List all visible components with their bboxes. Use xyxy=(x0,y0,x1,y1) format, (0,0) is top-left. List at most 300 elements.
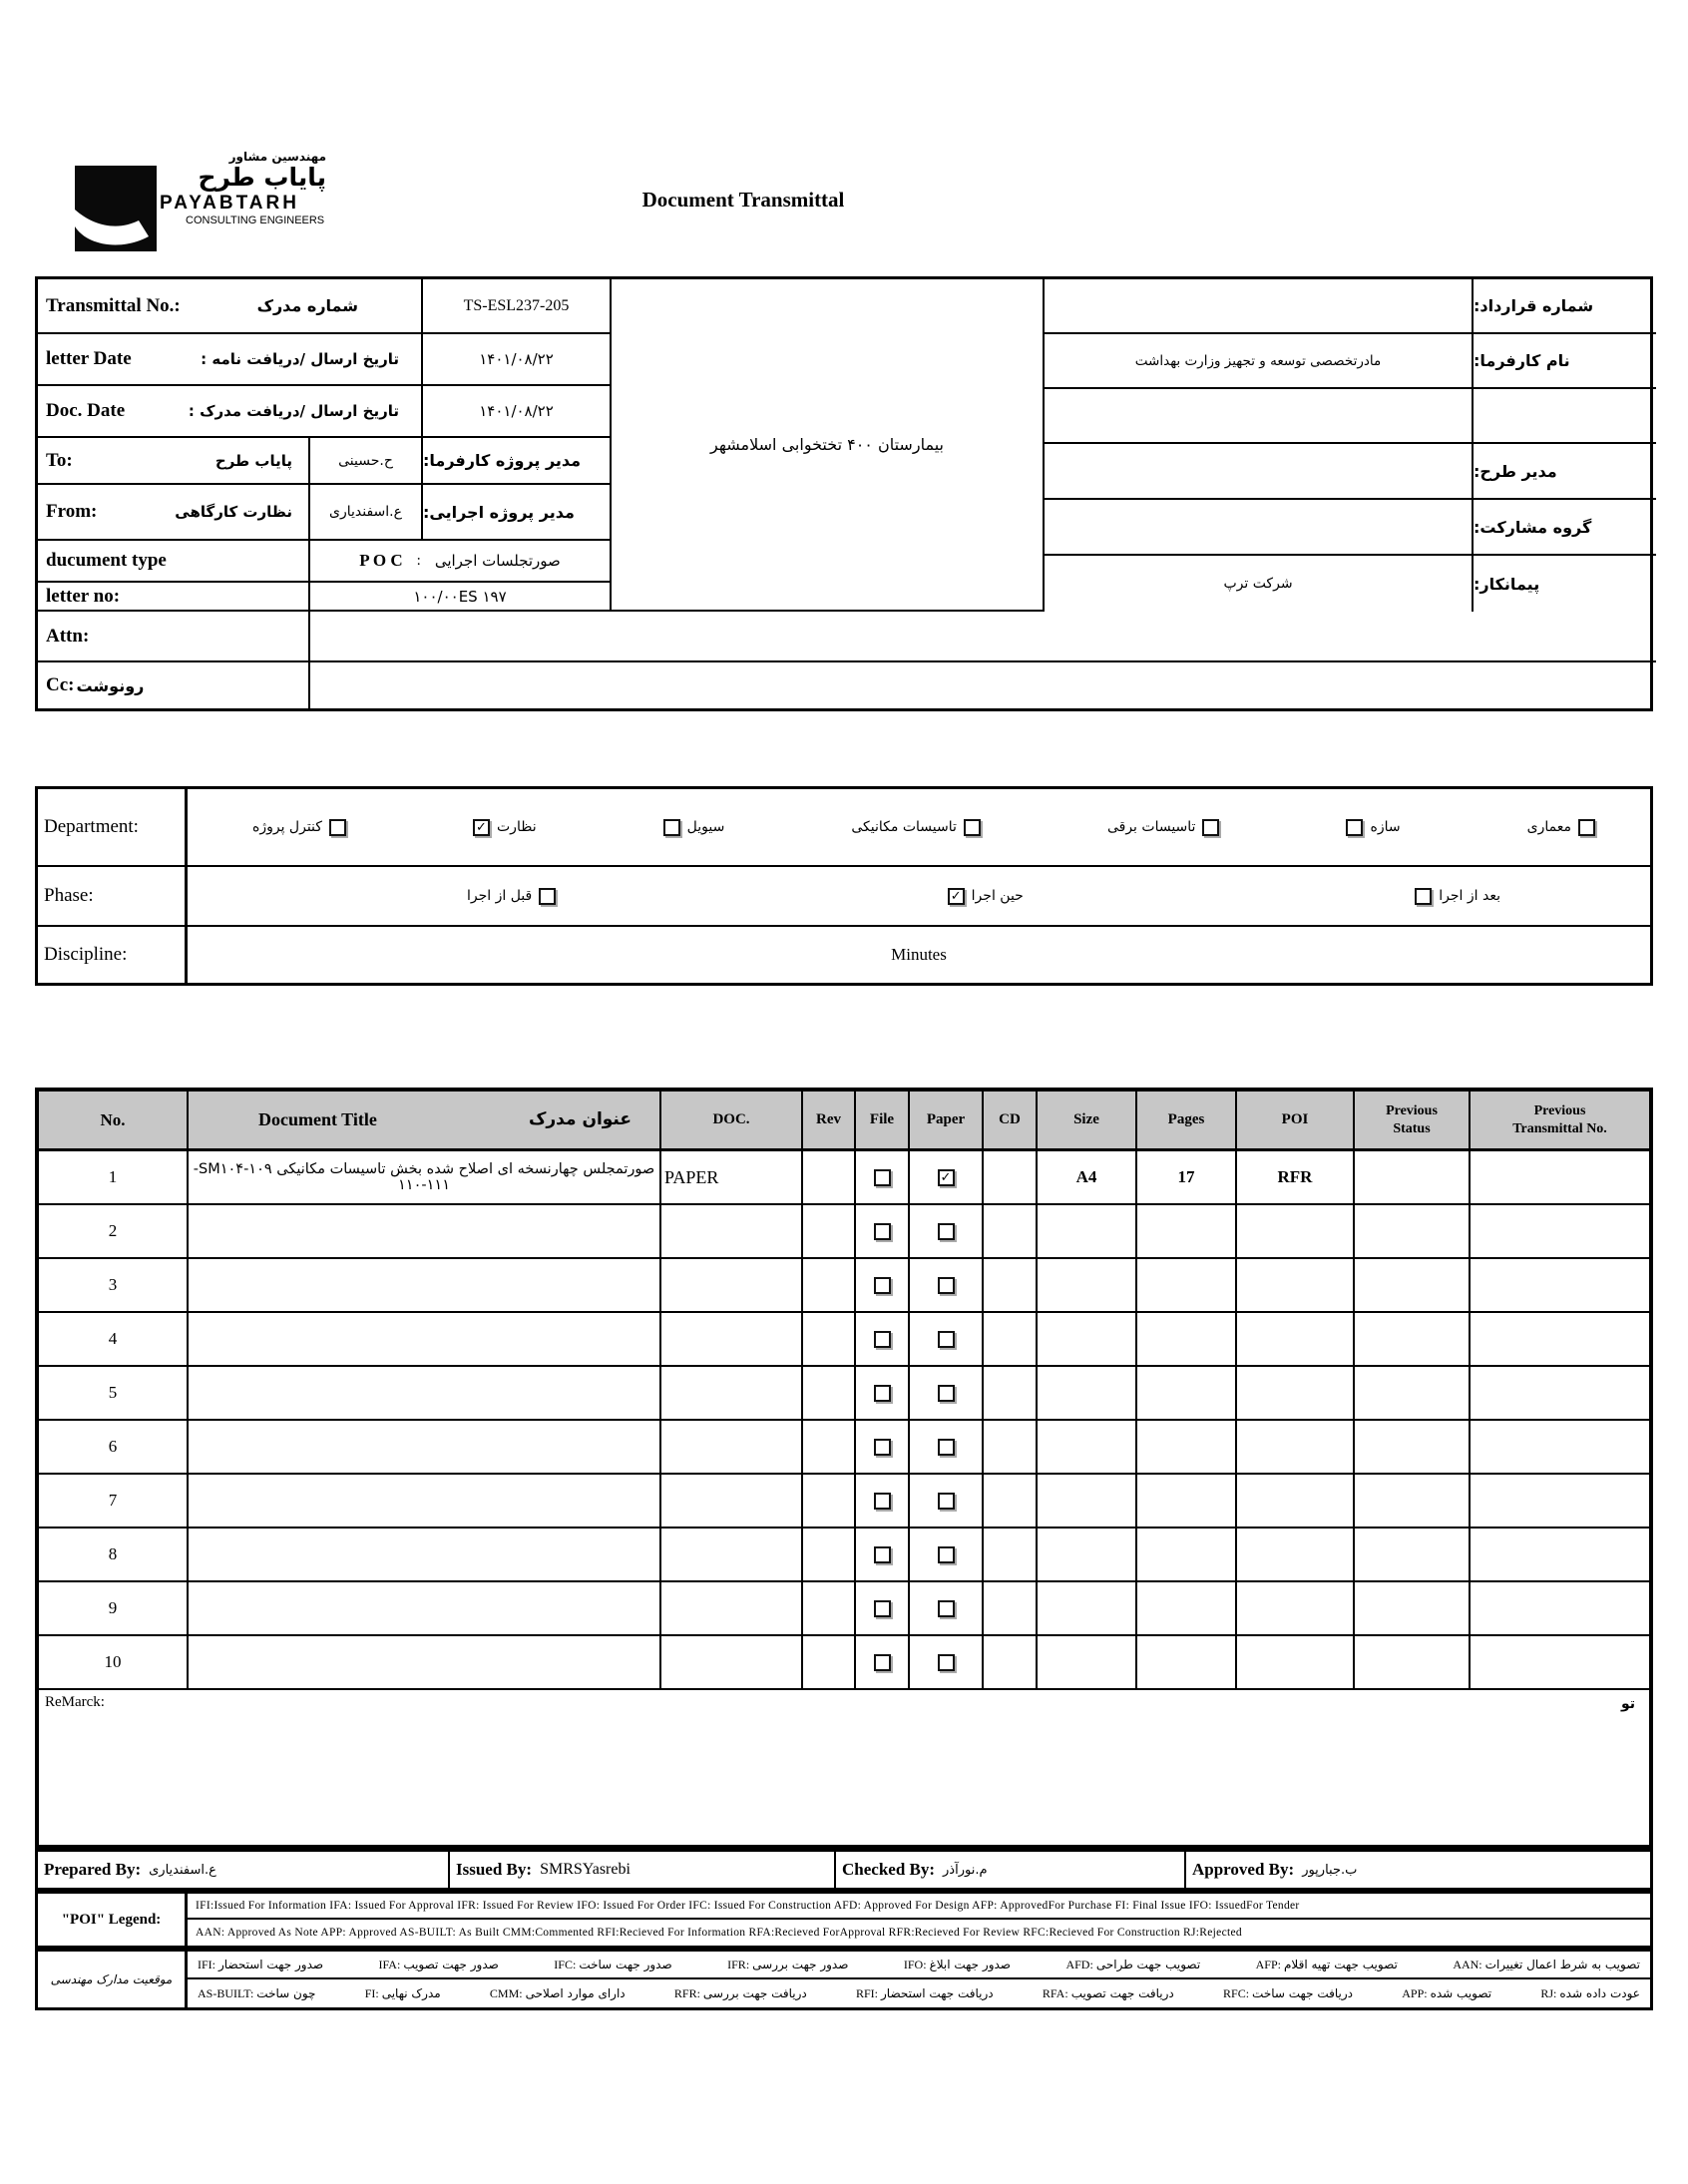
doc-row-6-title[interactable] xyxy=(189,1421,661,1475)
legend-fa-text: صدور جهت استحضار xyxy=(218,1957,324,1971)
signature-label-2: Checked By: xyxy=(842,1860,936,1879)
doc-row-9-rev[interactable] xyxy=(803,1582,856,1636)
department-label-2: سیویل xyxy=(686,819,725,835)
doc-row-2-cd[interactable] xyxy=(984,1205,1038,1259)
doc-row-3-poi[interactable] xyxy=(1237,1259,1355,1313)
phase-checkbox-2[interactable] xyxy=(1415,888,1432,905)
contractor-label: پیمانکار: xyxy=(1474,574,1540,594)
doc-row-8-pages[interactable] xyxy=(1137,1529,1237,1582)
legend-code: CMM: xyxy=(489,1985,526,2000)
col-header-pages: Pages xyxy=(1137,1092,1237,1151)
doc-row-9-title[interactable] xyxy=(189,1582,661,1636)
remark-label: ReMarck: xyxy=(45,1694,105,1710)
documents-table xyxy=(35,1088,1653,1849)
poi-legend-line1: IFI:Issued For Information IFA: Issued For Approval IFR: Issued For Review IFO: Issued For Order IFC: Issued For Construction AFD: Approved For Design AFP: ApprovedFor Purchase FI: Final Issue IFO: IssuedFor Tender xyxy=(188,1894,1650,1920)
doc-row-9-paper-cell xyxy=(910,1582,984,1636)
doc-row-8-prev-status[interactable] xyxy=(1355,1529,1471,1582)
signature-name-0[interactable]: ع.اسفندیاری xyxy=(149,1862,216,1878)
to-value[interactable]: پایاب طرح xyxy=(214,451,292,470)
to-person[interactable]: ح.حسینی xyxy=(310,438,423,485)
logo-en-name: PAYABTARH xyxy=(160,192,299,214)
fa-legend-line1-item-2 xyxy=(554,1958,671,1972)
doc-row-3-paper-cell xyxy=(910,1259,984,1313)
doc-row-9-prev-status[interactable] xyxy=(1355,1582,1471,1636)
doc-row-10-poi[interactable] xyxy=(1237,1636,1355,1690)
doc-row-1-paper-checkbox-checked[interactable]: ✓ xyxy=(938,1169,955,1186)
fa-legend-line1-item-3 xyxy=(727,1958,848,1972)
doc-row-9-paper-checkbox[interactable] xyxy=(938,1600,955,1617)
doc-row-2-prev-status[interactable] xyxy=(1355,1205,1471,1259)
classification-table xyxy=(35,786,1653,986)
legend-code: RFR: xyxy=(673,1985,703,2000)
doc-row-7-title[interactable] xyxy=(189,1475,661,1529)
doc-row-6-paper-cell xyxy=(910,1421,984,1475)
doc-row-5-doc[interactable] xyxy=(661,1367,803,1421)
phase-label-cell xyxy=(38,867,188,927)
doc-row-7-pages[interactable] xyxy=(1137,1475,1237,1529)
doc-row-1-title[interactable] xyxy=(189,1151,661,1205)
col-header-doc: DOC. xyxy=(661,1092,803,1151)
legend-code: IFR: xyxy=(727,1957,753,1971)
doc-row-5-file-checkbox[interactable] xyxy=(874,1385,891,1402)
doc-row-8-poi[interactable] xyxy=(1237,1529,1355,1582)
doc-row-7-prev-status[interactable] xyxy=(1355,1475,1471,1529)
to-label: To: xyxy=(46,449,73,471)
legend-code: AAN: xyxy=(1453,1957,1485,1971)
doc-row-8-rev[interactable] xyxy=(803,1529,856,1582)
doc-date-label-cell xyxy=(38,386,423,438)
doc-row-10-size[interactable] xyxy=(1038,1636,1137,1690)
doc-row-4-paper-checkbox[interactable] xyxy=(938,1331,955,1348)
doc-row-1-rev[interactable] xyxy=(803,1151,856,1205)
doc-row-4-rev[interactable] xyxy=(803,1313,856,1367)
legend-fa-text: صدور جهت ساخت xyxy=(579,1957,672,1971)
doc-row-4-file-cell xyxy=(856,1313,910,1367)
fa-legend-line2-item-1 xyxy=(365,1986,441,2001)
doc-row-6-pages[interactable] xyxy=(1137,1421,1237,1475)
doc-row-6-no: 6 xyxy=(39,1421,189,1475)
partnership-group-label: گروه مشارکت: xyxy=(1474,500,1656,556)
legend-fa-text: تصویب شده xyxy=(1430,1985,1492,2000)
doc-row-4-doc[interactable] xyxy=(661,1313,803,1367)
doc-row-10-doc[interactable] xyxy=(661,1636,803,1690)
fa-legend-line2-item-8 xyxy=(1540,1986,1640,2001)
department-checkbox-3[interactable] xyxy=(964,819,981,836)
document-type-value-cell[interactable] xyxy=(310,541,612,583)
department-checkbox-6[interactable] xyxy=(1578,819,1595,836)
doc-row-9-file-cell xyxy=(856,1582,910,1636)
doc-row-9-prev-transmittal[interactable] xyxy=(1471,1582,1649,1636)
phase-label: Phase: xyxy=(44,885,94,906)
fa-legend-line1-item-1 xyxy=(379,1958,499,1972)
legend-code: AFP: xyxy=(1255,1957,1284,1971)
signature-cell-0 xyxy=(38,1852,450,1888)
cc-value[interactable] xyxy=(310,662,1656,708)
doc-row-3-prev-transmittal[interactable] xyxy=(1471,1259,1649,1313)
doc-date-label-en: Doc. Date xyxy=(46,400,126,421)
legend-code: RJ: xyxy=(1540,1985,1560,2000)
doc-row-4-pages[interactable] xyxy=(1137,1313,1237,1367)
fa-legend-line2-item-7 xyxy=(1402,1986,1491,2001)
doc-row-10-title[interactable] xyxy=(189,1636,661,1690)
department-label-1: نظارت xyxy=(497,819,537,835)
document-type-label-cell xyxy=(38,541,310,583)
doc-row-6-size[interactable] xyxy=(1038,1421,1137,1475)
partnership-group-value[interactable] xyxy=(1045,500,1474,556)
doc-row-8-prev-transmittal[interactable] xyxy=(1471,1529,1649,1582)
doc-row-2-file-cell xyxy=(856,1205,910,1259)
legend-code: FI: xyxy=(364,1985,382,2000)
legend-fa-text: صدور جهت بررسی xyxy=(752,1957,849,1971)
doc-row-10-file-checkbox[interactable] xyxy=(874,1654,891,1671)
poi-legend-label: "POI" Legend: xyxy=(61,1911,162,1928)
legend-fa-text: تصویب به شرط اعمال تغییرات xyxy=(1484,1957,1640,1971)
fa-legend-line1-item-7 xyxy=(1453,1958,1640,1972)
doc-row-8-size[interactable] xyxy=(1038,1529,1137,1582)
doc-row-1-poi[interactable]: RFR xyxy=(1237,1151,1355,1205)
department-item-6 xyxy=(1527,819,1595,836)
doc-row-3-prev-status[interactable] xyxy=(1355,1259,1471,1313)
doc-row-6-doc[interactable] xyxy=(661,1421,803,1475)
col-header-no: No. xyxy=(39,1092,189,1151)
contractor-value[interactable]: شرکت ترپ xyxy=(1045,556,1474,612)
legend-code: IFC: xyxy=(554,1957,580,1971)
doc-row-5-paper-checkbox[interactable] xyxy=(938,1385,955,1402)
doc-row-9-poi[interactable] xyxy=(1237,1582,1355,1636)
department-checkbox-5[interactable] xyxy=(1346,819,1363,836)
signatures-row xyxy=(35,1849,1653,1891)
doc-row-6-file-cell xyxy=(856,1421,910,1475)
doc-row-3-paper-checkbox[interactable] xyxy=(938,1277,955,1294)
remark-right-note: تو xyxy=(1620,1696,1635,1712)
legend-fa-text: مدرک نهایی xyxy=(381,1985,441,2000)
doc-row-10-no: 10 xyxy=(39,1636,189,1690)
doc-row-8-title[interactable] xyxy=(189,1529,661,1582)
doc-row-3-doc[interactable] xyxy=(661,1259,803,1313)
doc-row-6-cd[interactable] xyxy=(984,1421,1038,1475)
doc-row-2-no: 2 xyxy=(39,1205,189,1259)
doc-row-5-pages[interactable] xyxy=(1137,1367,1237,1421)
from-value[interactable]: نظارت کارگاهی xyxy=(175,503,292,521)
doc-row-2-paper-cell xyxy=(910,1205,984,1259)
department-item-5 xyxy=(1346,819,1400,836)
signature-name-2[interactable]: م.نورآذر xyxy=(943,1862,988,1878)
doc-row-9-doc[interactable] xyxy=(661,1582,803,1636)
contract-no-value[interactable] xyxy=(1045,279,1474,334)
doc-row-10-paper-checkbox[interactable] xyxy=(938,1654,955,1671)
doc-row-7-prev-transmittal[interactable] xyxy=(1471,1475,1649,1529)
signature-label-3: Approved By: xyxy=(1192,1860,1295,1879)
doc-row-7-paper-cell xyxy=(910,1475,984,1529)
department-item-3 xyxy=(851,819,981,836)
doc-row-9-size[interactable] xyxy=(1038,1582,1137,1636)
discipline-label-cell xyxy=(38,927,188,983)
logo-fa-name: پایاب طرح xyxy=(198,163,326,192)
doc-row-5-no: 5 xyxy=(39,1367,189,1421)
doc-row-2-paper-checkbox[interactable] xyxy=(938,1223,955,1240)
client-name-value[interactable]: مادرتخصصی توسعه و تجهیز وزارت بهداشت xyxy=(1045,334,1474,389)
doc-row-5-prev-status[interactable] xyxy=(1355,1367,1471,1421)
department-checkbox-1-checked[interactable]: ✓ xyxy=(473,819,490,836)
doc-row-1-file-checkbox[interactable] xyxy=(874,1169,891,1186)
doc-row-10-file-cell xyxy=(856,1636,910,1690)
doc-row-7-cd[interactable] xyxy=(984,1475,1038,1529)
doc-row-1-cd[interactable] xyxy=(984,1151,1038,1205)
doc-row-4-poi[interactable] xyxy=(1237,1313,1355,1367)
legend-fa-text: چون ساخت xyxy=(256,1985,316,2000)
department-label-0: کنترل پروژه xyxy=(252,819,322,835)
doc-row-6-paper-checkbox[interactable] xyxy=(938,1439,955,1456)
attn-label: Attn: xyxy=(46,625,90,647)
doc-row-8-no: 8 xyxy=(39,1529,189,1582)
transmittal-header-table xyxy=(35,276,1653,711)
from-label: From: xyxy=(46,501,98,522)
attn-value[interactable] xyxy=(310,612,1656,662)
phase-item-0 xyxy=(467,888,556,905)
client-pm-label: مدیر پروژه کارفرما: xyxy=(423,438,612,485)
signature-name-1[interactable]: SMRSYasrebi xyxy=(540,1861,631,1878)
doc-row-5-title[interactable] xyxy=(189,1367,661,1421)
col-header-prev-status: Previous Status xyxy=(1355,1092,1471,1151)
legend-code: AFD: xyxy=(1065,1957,1096,1971)
legend-code: IFA: xyxy=(378,1957,404,1971)
doc-date-value[interactable]: ۱۴۰۱/۰۸/۲۲ xyxy=(423,386,612,438)
col-header-poi: POI xyxy=(1237,1092,1355,1151)
logo-fa-tagline: مهندسین مشاور xyxy=(228,150,326,164)
phase-label-0: قبل از اجرا xyxy=(467,888,533,904)
document-type-fa: صورتجلسات اجرایی xyxy=(434,552,561,570)
doc-title-line1: صورتمجلس چهارنسخه ای اصلاح شده بخش تاسیسات مکانیکی SM۱۰۴-۱۰۹- xyxy=(193,1161,655,1177)
department-item-4 xyxy=(1107,819,1219,836)
doc-row-7-no: 7 xyxy=(39,1475,189,1529)
document-type-label: ducument type xyxy=(46,550,167,571)
doc-row-6-file-checkbox[interactable] xyxy=(874,1439,891,1456)
legend-fa-text: تصویب جهت تهیه اقلام xyxy=(1284,1957,1398,1971)
doc-row-7-rev[interactable] xyxy=(803,1475,856,1529)
poi-legend-line2: AAN: Approved As Note APP: Approved AS-BUILT: As Built CMM:Commented RFI:Recieved For Information RFA:Recieved ForApproval RFR:Recieved For Review RFC:Recieved For Construction RJ:Rejected xyxy=(196,1927,1242,1939)
department-checkbox-0[interactable] xyxy=(329,819,346,836)
doc-row-3-no: 3 xyxy=(39,1259,189,1313)
legend-fa-text: تصویب جهت طراحی xyxy=(1095,1957,1201,1971)
doc-row-7-doc[interactable] xyxy=(661,1475,803,1529)
doc-row-1-size[interactable]: A4 xyxy=(1038,1151,1137,1205)
blank-right-label xyxy=(1474,389,1656,444)
doc-row-3-title[interactable] xyxy=(189,1259,661,1313)
doc-row-9-file-checkbox[interactable] xyxy=(874,1600,891,1617)
phase-checkbox-0[interactable] xyxy=(539,888,556,905)
doc-row-4-cd[interactable] xyxy=(984,1313,1038,1367)
department-checkbox-2[interactable] xyxy=(663,819,680,836)
logo-en-tagline: CONSULTING ENGINEERS xyxy=(186,214,325,226)
executive-pm-label: مدیر پروژه اجرایی: xyxy=(423,485,612,541)
fa-legend-line1-item-4 xyxy=(904,1958,1011,1972)
cc-label: Cc: xyxy=(46,674,75,695)
attn-label-cell xyxy=(38,612,310,662)
doc-row-3-rev[interactable] xyxy=(803,1259,856,1313)
doc-row-8-file-cell xyxy=(856,1529,910,1582)
doc-row-10-rev[interactable] xyxy=(803,1636,856,1690)
signature-name-3[interactable]: ب.جبارپور xyxy=(1302,1862,1358,1878)
doc-row-6-prev-transmittal[interactable] xyxy=(1471,1421,1649,1475)
legend-fa-text: دریافت جهت ساخت xyxy=(1252,1985,1353,2000)
fa-legend-line2-item-2 xyxy=(490,1986,626,2001)
department-checkbox-row xyxy=(188,789,1650,867)
doc-row-2-doc[interactable] xyxy=(661,1205,803,1259)
letter-no-label-cell xyxy=(38,583,310,612)
department-label-4: تاسیسات برقی xyxy=(1106,819,1196,835)
logo-swoosh-icon xyxy=(75,166,157,251)
doc-row-3-cd[interactable] xyxy=(984,1259,1038,1313)
doc-row-5-rev[interactable] xyxy=(803,1367,856,1421)
phase-checkbox-1-checked[interactable]: ✓ xyxy=(948,888,965,905)
doc-row-2-prev-transmittal[interactable] xyxy=(1471,1205,1649,1259)
doc-row-6-rev[interactable] xyxy=(803,1421,856,1475)
doc-row-5-prev-transmittal[interactable] xyxy=(1471,1367,1649,1421)
letter-no-value[interactable]: ۱۰۰/۰۰ES ۱۹۷ xyxy=(310,583,612,612)
legend-code: RFC: xyxy=(1223,1985,1253,2000)
phase-item-2 xyxy=(1415,888,1500,905)
signature-cell-2 xyxy=(836,1852,1186,1888)
doc-row-10-pages[interactable] xyxy=(1137,1636,1237,1690)
doc-row-10-cd[interactable] xyxy=(984,1636,1038,1690)
fa-legend-line2-item-5 xyxy=(1043,1986,1174,2001)
doc-row-3-file-checkbox[interactable] xyxy=(874,1277,891,1294)
doc-row-4-file-checkbox[interactable] xyxy=(874,1331,891,1348)
doc-row-7-file-checkbox[interactable] xyxy=(874,1493,891,1510)
letter-date-value[interactable]: ۱۴۰۱/۰۸/۲۲ xyxy=(423,334,612,386)
doc-row-9-cd[interactable] xyxy=(984,1582,1038,1636)
doc-row-5-size[interactable] xyxy=(1038,1367,1137,1421)
doc-row-9-no: 9 xyxy=(39,1582,189,1636)
fa-legend-line1-item-5 xyxy=(1065,1958,1200,1972)
doc-row-4-title[interactable] xyxy=(189,1313,661,1367)
remark-section[interactable] xyxy=(39,1690,1649,1845)
signature-label-0: Prepared By: xyxy=(44,1860,142,1879)
poi-legend-label-cell xyxy=(38,1894,188,1946)
from-person[interactable]: ع.اسفندیاری xyxy=(310,485,423,541)
doc-row-4-size[interactable] xyxy=(1038,1313,1137,1367)
doc-row-4-paper-cell xyxy=(910,1313,984,1367)
doc-row-2-rev[interactable] xyxy=(803,1205,856,1259)
phase-label-2: بعد از اجرا xyxy=(1439,888,1500,904)
fa-legend-line2-item-0 xyxy=(198,1986,315,2001)
doc-row-1-no: 1 xyxy=(39,1151,189,1205)
page-title: Document Transmittal xyxy=(641,188,845,212)
fa-legend-line2 xyxy=(188,1979,1650,2007)
fa-legend-line1 xyxy=(188,1952,1650,1979)
doc-row-1-prev-transmittal[interactable] xyxy=(1471,1151,1649,1205)
doc-row-10-prev-transmittal[interactable] xyxy=(1471,1636,1649,1690)
design-manager-value[interactable] xyxy=(1045,444,1474,500)
doc-row-2-pages[interactable] xyxy=(1137,1205,1237,1259)
doc-row-7-file-cell xyxy=(856,1475,910,1529)
doc-row-5-cd[interactable] xyxy=(984,1367,1038,1421)
legend-code: IFO: xyxy=(903,1957,930,1971)
doc-row-10-paper-cell xyxy=(910,1636,984,1690)
doc-row-2-file-checkbox[interactable] xyxy=(874,1223,891,1240)
legend-fa-text: دریافت جهت استحضار xyxy=(881,1985,994,2000)
discipline-label: Discipline: xyxy=(44,944,128,965)
document-type-sep: : xyxy=(416,552,421,569)
from-cell xyxy=(38,485,310,541)
letter-date-label-fa: تاریخ ارسال /دریافت نامه : xyxy=(201,350,399,368)
doc-row-9-pages[interactable] xyxy=(1137,1582,1237,1636)
doc-row-7-poi[interactable] xyxy=(1237,1475,1355,1529)
transmittal-no-label-fa: شماره مدرک xyxy=(256,296,358,315)
transmittal-no-value[interactable]: TS-ESL237-205 xyxy=(423,279,612,334)
legend-fa-text: صدور جهت ابلاغ xyxy=(929,1957,1011,1971)
department-label: Department: xyxy=(44,816,139,837)
doc-title-line2: ۱۱۰-۱۱۱ xyxy=(398,1177,450,1193)
discipline-value[interactable]: Minutes xyxy=(891,945,947,964)
doc-row-7-paper-checkbox[interactable] xyxy=(938,1493,955,1510)
doc-row-7-size[interactable] xyxy=(1038,1475,1137,1529)
fa-legend-label-cell: موقعیت مدارک مهندسی xyxy=(38,1952,188,2007)
col-header-title-fa: عنوان مدرک xyxy=(528,1108,632,1129)
letter-date-label-cell xyxy=(38,334,423,386)
doc-row-2-title[interactable] xyxy=(189,1205,661,1259)
doc-row-3-pages[interactable] xyxy=(1137,1259,1237,1313)
signature-cell-3 xyxy=(1186,1852,1650,1888)
doc-row-10-prev-status[interactable] xyxy=(1355,1636,1471,1690)
legend-code: APP: xyxy=(1402,1985,1431,2000)
doc-row-8-paper-cell xyxy=(910,1529,984,1582)
doc-row-8-doc[interactable] xyxy=(661,1529,803,1582)
company-logo xyxy=(75,166,157,251)
phase-item-1 xyxy=(948,888,1024,905)
legend-code: IFI: xyxy=(198,1957,218,1971)
doc-row-1-doc[interactable]: PAPER xyxy=(661,1151,803,1205)
document-type-code: P O C xyxy=(359,551,403,570)
doc-row-3-size[interactable] xyxy=(1038,1259,1137,1313)
contract-no-label: شماره قرارداد: xyxy=(1474,279,1656,334)
col-header-rev: Rev xyxy=(803,1092,856,1151)
doc-date-label-fa: تاریخ ارسال /دریافت مدرک : xyxy=(188,402,399,420)
legend-fa-text: صدور جهت تصویب xyxy=(403,1957,499,1971)
legend-code: RFI: xyxy=(855,1985,881,2000)
doc-row-2-poi[interactable] xyxy=(1237,1205,1355,1259)
blank-right-value[interactable] xyxy=(1045,389,1474,444)
signature-cell-1 xyxy=(450,1852,836,1888)
doc-row-2-size[interactable] xyxy=(1038,1205,1137,1259)
cc-label-fa: رونوشت xyxy=(76,675,145,695)
poi-legend-table xyxy=(35,1891,1653,1949)
col-header-prev-transmittal: Previous Transmittal No. xyxy=(1471,1092,1649,1151)
legend-fa-text: دریافت جهت بررسی xyxy=(702,1985,807,2000)
doc-row-8-paper-checkbox[interactable] xyxy=(938,1546,955,1563)
doc-row-1-prev-status[interactable] xyxy=(1355,1151,1471,1205)
doc-row-5-poi[interactable] xyxy=(1237,1367,1355,1421)
legend-fa-text: عودت داده شده xyxy=(1559,1985,1640,2000)
col-header-title-en: Document Title xyxy=(258,1109,377,1130)
doc-row-4-prev-status[interactable] xyxy=(1355,1313,1471,1367)
col-header-title xyxy=(189,1092,661,1151)
doc-row-6-poi[interactable] xyxy=(1237,1421,1355,1475)
doc-row-8-cd[interactable] xyxy=(984,1529,1038,1582)
design-manager-label: مدیر طرح: xyxy=(1474,444,1656,500)
letter-date-label-en: letter Date xyxy=(46,348,132,369)
doc-row-1-pages[interactable]: 17 xyxy=(1137,1151,1237,1205)
department-item-1 xyxy=(473,819,537,836)
fa-legend-line2-item-3 xyxy=(674,1986,807,2001)
doc-row-8-file-checkbox[interactable] xyxy=(874,1546,891,1563)
transmittal-no-label-en: Transmittal No.: xyxy=(46,294,181,316)
doc-row-6-prev-status[interactable] xyxy=(1355,1421,1471,1475)
fa-legend-line2-item-4 xyxy=(856,1986,994,2001)
doc-row-4-prev-transmittal[interactable] xyxy=(1471,1313,1649,1367)
legend-fa-text: دارای موارد اصلاحی xyxy=(525,1985,626,2000)
department-checkbox-4[interactable] xyxy=(1202,819,1219,836)
